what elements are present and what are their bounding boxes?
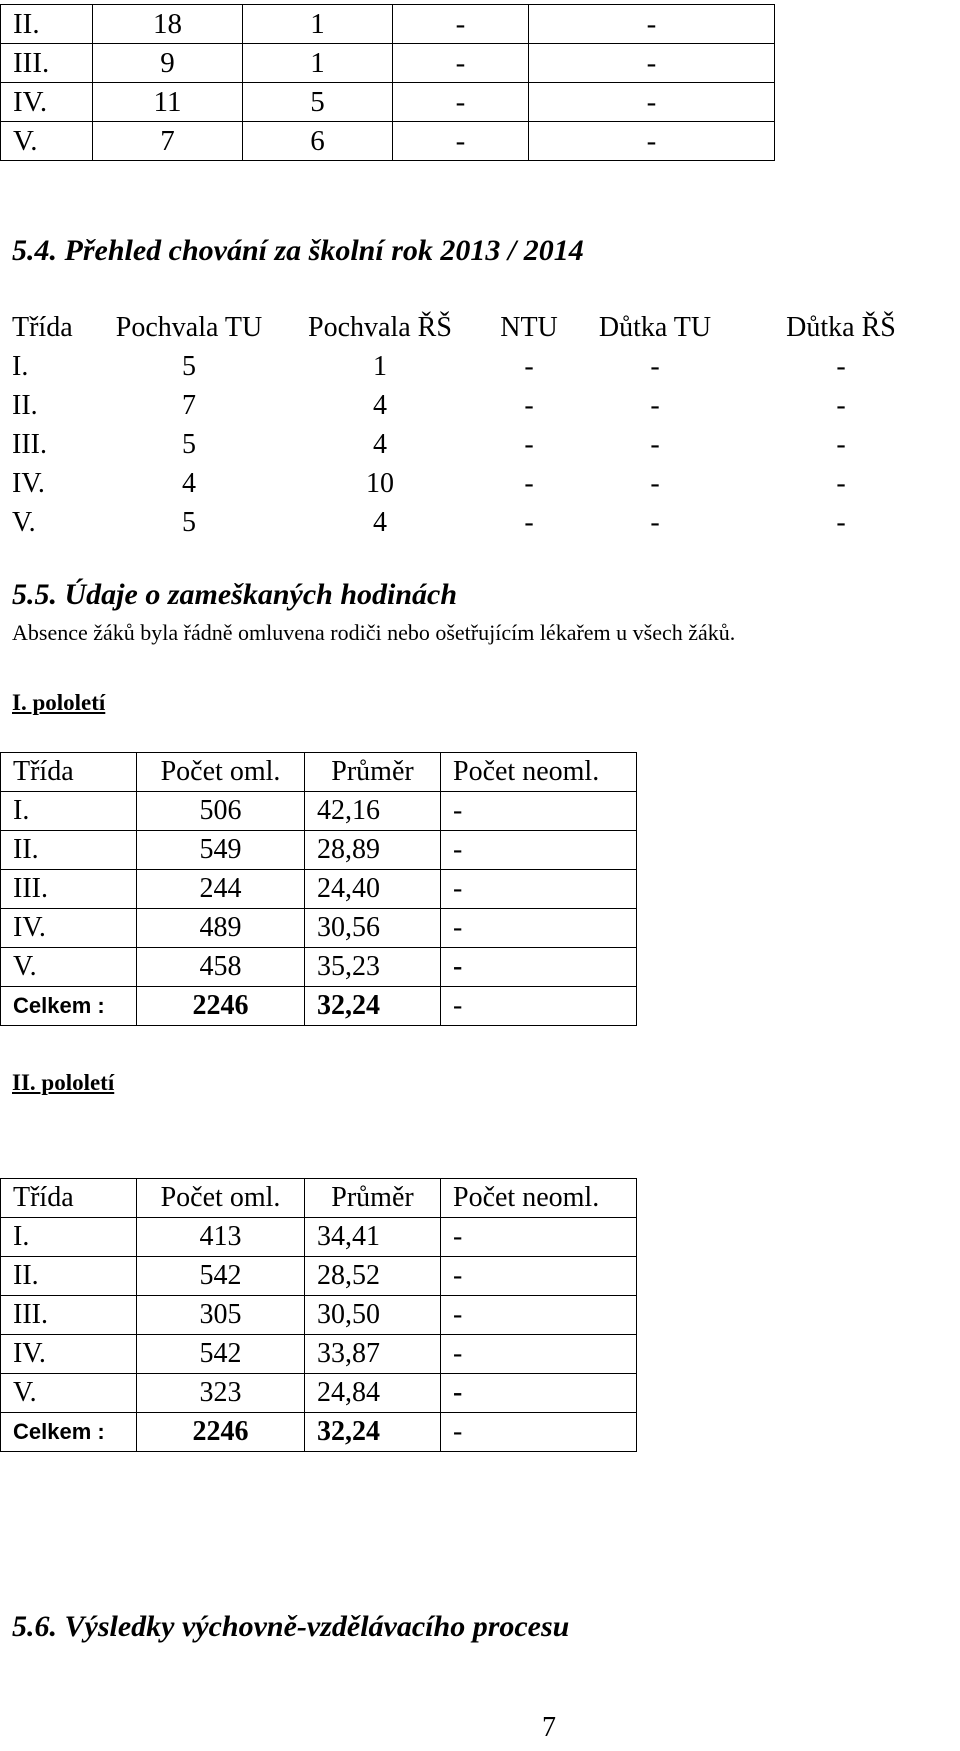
table-cell: I. <box>1 792 137 831</box>
absence-table-semester-1 <box>0 752 637 1026</box>
table-cell: 7 <box>93 122 243 161</box>
table-row <box>1 1374 637 1413</box>
table-cell: - <box>524 467 534 499</box>
table-cell: - <box>836 350 846 382</box>
column-header: Pochvala ŘŠ <box>308 311 452 343</box>
table-cell: III. <box>1 1296 137 1335</box>
table-cell: 305 <box>137 1296 305 1335</box>
column-header: Důtka ŘŠ <box>786 311 896 343</box>
table-cell: - <box>393 5 529 44</box>
table-total-row <box>1 987 637 1026</box>
table-cell: - <box>441 831 637 870</box>
section-heading-5-5 <box>12 578 457 612</box>
absence-note: Absence žáků byla řádně omluvena rodiči nebo ošetřujícím lékařem u všech žáků. <box>12 620 736 645</box>
table-cell: V. <box>1 948 137 987</box>
section-number: 5.6. <box>12 1610 57 1643</box>
column-header: Průměr <box>305 1179 441 1218</box>
table-cell: III. <box>1 870 137 909</box>
semester-label-1: I. pololetí <box>12 690 106 715</box>
table-row <box>1 1296 637 1335</box>
table-cell: 30,56 <box>305 909 441 948</box>
table-header-row <box>1 1179 637 1218</box>
table-cell: - <box>650 389 660 421</box>
table-cell: - <box>650 350 660 382</box>
table-cell: II. <box>1 831 137 870</box>
table-cell: IV. <box>12 467 45 499</box>
table-cell: 458 <box>137 948 305 987</box>
table-cell: 9 <box>93 44 243 83</box>
section-heading-5-6 <box>12 1610 569 1644</box>
table-row <box>1 1335 637 1374</box>
table-cell: - <box>393 44 529 83</box>
table-row <box>1 948 637 987</box>
table-row <box>0 347 952 386</box>
table-cell: - <box>650 428 660 460</box>
table-row <box>1 909 637 948</box>
section-number: 5.5. <box>12 578 57 611</box>
table-row <box>1 1257 637 1296</box>
column-header: NTU <box>500 311 558 343</box>
table-row <box>1 122 775 161</box>
table-row <box>1 5 775 44</box>
total-cell: 32,24 <box>305 1413 441 1452</box>
table-cell: 35,23 <box>305 948 441 987</box>
table-row <box>1 870 637 909</box>
table-cell: 244 <box>137 870 305 909</box>
table-cell: 5 <box>182 506 196 538</box>
table-cell: - <box>441 1218 637 1257</box>
table-cell: 33,87 <box>305 1335 441 1374</box>
column-header: Třída <box>1 753 137 792</box>
table-header-row <box>1 753 637 792</box>
table-cell: - <box>529 122 775 161</box>
table-cell: 323 <box>137 1374 305 1413</box>
table-cell: 4 <box>182 467 196 499</box>
table-cell: 1 <box>373 350 387 382</box>
table-row <box>0 464 952 503</box>
table-cell: - <box>441 948 637 987</box>
table-cell: 5 <box>182 428 196 460</box>
table-cell: 549 <box>137 831 305 870</box>
page-number: 7 <box>542 1712 556 1743</box>
table-cell: 1 <box>243 5 393 44</box>
table-row <box>0 386 952 425</box>
table-cell: - <box>524 389 534 421</box>
table-cell: - <box>441 870 637 909</box>
table-cell: 1 <box>243 44 393 83</box>
table-cell: IV. <box>1 909 137 948</box>
section-heading-5-4 <box>12 234 584 268</box>
section-title: Údaje o zameškaných hodinách <box>64 578 458 611</box>
table-cell: - <box>441 1335 637 1374</box>
column-header: Průměr <box>305 753 441 792</box>
column-header: Pochvala TU <box>115 311 263 343</box>
table-cell: 542 <box>137 1257 305 1296</box>
table-cell: 34,41 <box>305 1218 441 1257</box>
table-cell: 10 <box>366 467 394 499</box>
table-cell: - <box>393 83 529 122</box>
table-cell: 11 <box>93 83 243 122</box>
column-header: Počet oml. <box>137 1179 305 1218</box>
table-cell: - <box>524 350 534 382</box>
table-cell: II. <box>12 389 38 421</box>
table-cell: - <box>441 1296 637 1335</box>
table-cell: - <box>441 1374 637 1413</box>
table-cell: 4 <box>373 389 387 421</box>
table-cell: 4 <box>373 506 387 538</box>
table-cell: I. <box>1 1218 137 1257</box>
table-cell: - <box>529 83 775 122</box>
total-cell: - <box>441 1413 637 1452</box>
total-cell: - <box>441 987 637 1026</box>
table-cell: 24,40 <box>305 870 441 909</box>
table-cell: 5 <box>243 83 393 122</box>
table-total-row <box>1 1413 637 1452</box>
total-cell: 32,24 <box>305 987 441 1026</box>
table-row <box>1 1218 637 1257</box>
table-cell: 6 <box>243 122 393 161</box>
semester-label-2: II. pololetí <box>12 1070 115 1095</box>
table-cell: 42,16 <box>305 792 441 831</box>
column-header: Počet neoml. <box>441 753 637 792</box>
table-row <box>1 44 775 83</box>
section-title: Přehled chování za školní rok 2013 / 2014 <box>64 234 584 267</box>
table-cell: 30,50 <box>305 1296 441 1335</box>
table-cell: 24,84 <box>305 1374 441 1413</box>
table-cell: IV. <box>1 83 93 122</box>
table-cell: - <box>524 428 534 460</box>
table-cell: V. <box>12 506 36 538</box>
table-cell: 4 <box>373 428 387 460</box>
table-cell: 542 <box>137 1335 305 1374</box>
column-header: Počet neoml. <box>441 1179 637 1218</box>
table-cell: III. <box>1 44 93 83</box>
total-cell: 2246 <box>137 1413 305 1452</box>
table-row <box>0 425 952 464</box>
table-cell: - <box>441 792 637 831</box>
table-cell: 28,52 <box>305 1257 441 1296</box>
grade-summary-table <box>0 4 775 161</box>
table-cell: IV. <box>1 1335 137 1374</box>
table-cell: - <box>529 44 775 83</box>
table-cell: 28,89 <box>305 831 441 870</box>
table-cell: - <box>393 122 529 161</box>
table-cell: - <box>650 506 660 538</box>
table-cell: II. <box>1 1257 137 1296</box>
table-cell: 506 <box>137 792 305 831</box>
table-cell: - <box>441 1257 637 1296</box>
table-cell: V. <box>1 1374 137 1413</box>
table-row <box>1 792 637 831</box>
column-header: Třída <box>12 311 73 343</box>
table-cell: - <box>836 389 846 421</box>
total-cell: 2246 <box>137 987 305 1026</box>
table-cell: - <box>529 5 775 44</box>
table-header-row <box>0 308 952 347</box>
column-header: Důtka TU <box>598 311 712 343</box>
table-cell: 5 <box>182 350 196 382</box>
table-row <box>1 83 775 122</box>
section-number: 5.4. <box>12 234 57 267</box>
section-title: Výsledky výchovně-vzdělávacího procesu <box>64 1610 570 1643</box>
table-cell: II. <box>1 5 93 44</box>
table-cell: - <box>441 909 637 948</box>
table-row <box>1 831 637 870</box>
table-cell: V. <box>1 122 93 161</box>
absence-table-semester-2 <box>0 1178 637 1452</box>
table-cell: 413 <box>137 1218 305 1257</box>
table-cell: - <box>650 467 660 499</box>
table-cell: I. <box>12 350 29 382</box>
table-cell: 489 <box>137 909 305 948</box>
table-cell: - <box>836 506 846 538</box>
column-header: Třída <box>1 1179 137 1218</box>
table-cell: - <box>836 467 846 499</box>
table-cell: - <box>524 506 534 538</box>
total-label: Celkem : <box>1 1413 137 1452</box>
table-cell: III. <box>12 428 47 460</box>
table-cell: 18 <box>93 5 243 44</box>
behaviour-table <box>0 308 952 542</box>
table-cell: 7 <box>182 389 196 421</box>
column-header: Počet oml. <box>137 753 305 792</box>
table-cell: - <box>836 428 846 460</box>
table-row <box>0 503 952 542</box>
total-label: Celkem : <box>1 987 137 1026</box>
